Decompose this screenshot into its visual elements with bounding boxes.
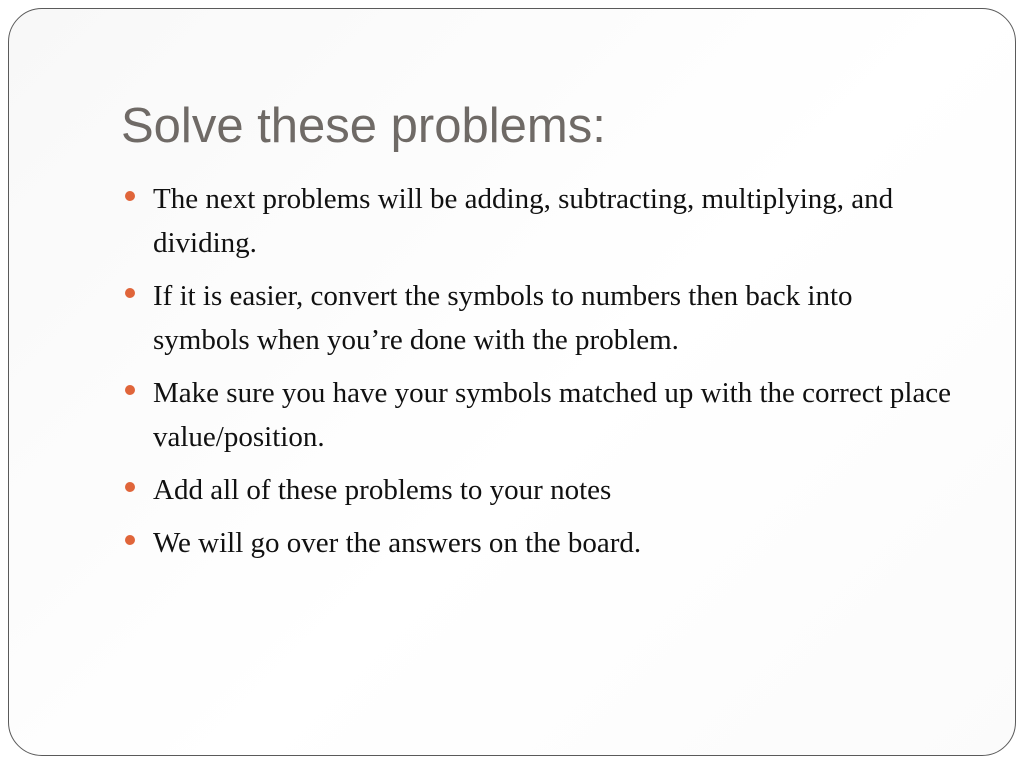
- bullet-dot-icon: [125, 535, 135, 545]
- bullet-item: [125, 468, 955, 512]
- bullet-text: The next problems will be adding, subtracting, multiplying, and dividing.: [153, 183, 894, 259]
- bullet-text: If it is easier, convert the symbols to numbers then back into symbols when you’re done with the problem.: [153, 280, 853, 356]
- bullet-dot-icon: [125, 482, 135, 492]
- bullet-text: Make sure you have your symbols matched up with the correct place value/position.: [153, 377, 952, 453]
- bullet-item: [125, 371, 955, 459]
- bullet-text: We will go over the answers on the board.: [153, 527, 642, 559]
- bullet-text: Add all of these problems to your notes: [153, 474, 612, 506]
- bullet-item: [125, 521, 955, 565]
- bullet-list: [125, 177, 955, 574]
- bullet-item: [125, 177, 955, 265]
- bullet-dot-icon: [125, 191, 135, 201]
- bullet-dot-icon: [125, 288, 135, 298]
- bullet-item: [125, 274, 955, 362]
- slide-title: Solve these problems:: [121, 99, 606, 153]
- bullet-dot-icon: [125, 385, 135, 395]
- slide-frame: [8, 8, 1016, 756]
